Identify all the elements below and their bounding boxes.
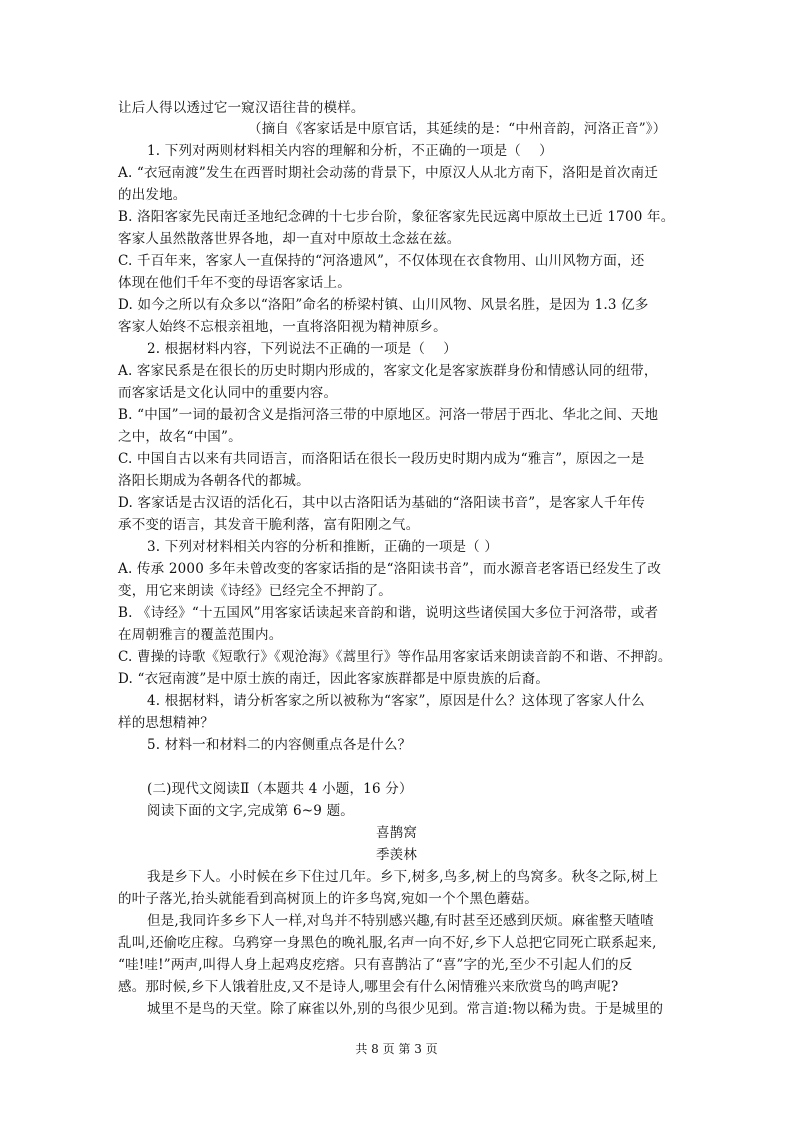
paragraph-line: “哇!哇!”两声,叫得人身上起鸡皮疙瘩。只有喜鹊沾了“喜”字的光,至少不引起人们的反 bbox=[118, 957, 633, 973]
section-instruction: 阅读下面的文字,完成第 6~9 题。 bbox=[147, 803, 354, 819]
option-a: A. “衣冠南渡”发生在西晋时期社会动荡的背景下，中原汉人从北方南下，洛阳是首次南迁 bbox=[118, 165, 659, 181]
option-a: A. 客家民系是在很长的历史时期内形成的，客家文化是客家族群身份和情感认同的纽带， bbox=[118, 363, 658, 379]
article-author: 季羡林 bbox=[375, 847, 418, 863]
option-d-cont: 承不变的语言，其发音干脆利落，富有阳刚之气。 bbox=[118, 517, 420, 533]
question-1: 1. 下列对两则材料相关内容的理解和分析，不正确的一项是（ ） bbox=[147, 143, 553, 159]
option-d: D. 客家话是古汉语的活化石，其中以古洛阳话为基础的“洛阳读书音”，是客家人千年传 bbox=[118, 495, 645, 511]
question-3: 3. 下列对材料相关内容的分析和推断，正确的一项是（ ） bbox=[147, 539, 499, 555]
option-b-cont: 之中，故名“中国”。 bbox=[118, 429, 242, 445]
text-line: 让后人得以透过它一窥汉语往昔的模样。 bbox=[118, 100, 365, 116]
option-c-cont: 洛阳长期成为各朝各代的都城。 bbox=[118, 473, 310, 489]
option-a-cont: 的出发地。 bbox=[118, 187, 187, 203]
page-footer: 共 8 页 第 3 页 bbox=[355, 1042, 438, 1056]
option-a-cont: 变，用它来朗读《诗经》已经完全不押韵了。 bbox=[118, 583, 392, 599]
paragraph-line: 感。那时候,乡下人饿着肚皮,又不是诗人,哪里会有什么闲情雅兴来欣赏鸟的鸣声呢? bbox=[118, 979, 619, 995]
option-c: C. 千百年来，客家人一直保持的“河洛遗风”，不仅体现在衣食物用、山川风物方面，还 bbox=[118, 253, 645, 269]
option-a: A. 传承 2000 多年未曾改变的客家话指的是“洛阳读书音”，而水源音老客语已经发生了改 bbox=[118, 561, 662, 577]
question-4: 4. 根据材料，请分析客家之所以被称为“客家”，原因是什么？这体现了客家人什么 bbox=[147, 693, 645, 709]
option-d: D. “衣冠南渡”是中原士族的南迁，因此客家族群都是中原贵族的后裔。 bbox=[118, 671, 550, 687]
option-c-cont: 体现在他们千年不变的母语客家话上。 bbox=[118, 275, 351, 291]
paragraph-line: 乱叫,还偷吃庄稼。乌鸦穿一身黑色的晚礼服,名声一向不好,乡下人总把它同死亡联系起来, bbox=[118, 935, 657, 951]
question-2: 2. 根据材料内容，下列说法不正确的一项是（ ） bbox=[147, 341, 457, 357]
paragraph-line: 但是,我同许多乡下人一样,对鸟并不特别感兴趣,有时甚至还感到厌烦。麻雀整天喳喳 bbox=[147, 913, 654, 929]
option-b: B. 洛阳客家先民南迁圣地纪念碑的十七步台阶，象征客家先民远离中原故土已近 1700 年。 bbox=[118, 209, 675, 225]
option-d-cont: 客家人始终不忘根亲祖地，一直将洛阳视为精神原乡。 bbox=[118, 319, 447, 335]
section-heading: (二)现代文阅读Ⅱ（本题共 4 小题，16 分） bbox=[147, 781, 413, 797]
option-a-cont: 而客家话是文化认同中的重要内容。 bbox=[118, 385, 338, 401]
option-b: B. “中国”一词的最初含义是指河洛三带的中原地区。河洛一带居于西北、华北之间、天地 bbox=[118, 407, 659, 423]
question-4-cont: 样的思想精神？ bbox=[118, 715, 214, 731]
article-title: 喜鹊窝 bbox=[375, 825, 418, 841]
paragraph-line: 城里不是鸟的天堂。除了麻雀以外,别的鸟很少见到。常言道:物以稀为贵。于是城里的 bbox=[147, 1001, 664, 1017]
source-citation: （摘自《客家话是中原官话，其延续的是：“中州音韵，河洛正音”》） bbox=[248, 121, 667, 137]
option-b-cont: 在周朝雅言的覆盖范围内。 bbox=[118, 627, 283, 643]
paragraph-line: 我是乡下人。小时候在乡下住过几年。乡下,树多,鸟多,树上的鸟窝多。秋冬之际,树上 bbox=[147, 869, 659, 885]
option-b-cont: 客家人虽然散落世界各地，却一直对中原故土念兹在兹。 bbox=[118, 231, 461, 247]
option-c: C. 曹操的诗歌《短歌行》《观沧海》《蒿里行》等作品用客家话来朗读音韵不和谐、不押韵。 bbox=[118, 649, 672, 665]
option-b: B. 《诗经》“十五国风”用客家话读起来音韵和谐，说明这些诸侯国大多位于河洛带，或者 bbox=[118, 605, 659, 621]
option-c: C. 中国自古以来有共同语言，而洛阳话在很长一段历史时期内成为“雅言”，原因之一是 bbox=[118, 451, 645, 467]
option-d: D. 如今之所以有众多以“洛阳”命名的桥梁村镇、山川风物、风景名胜，是因为 1.3 亿多 bbox=[118, 297, 649, 313]
paragraph-line: 的叶子落光,抬头就能看到高树顶上的许多鸟窝,宛如一个个黑色蘑菇。 bbox=[118, 891, 538, 907]
question-5: 5. 材料一和材料二的内容侧重点各是什么？ bbox=[147, 737, 412, 753]
